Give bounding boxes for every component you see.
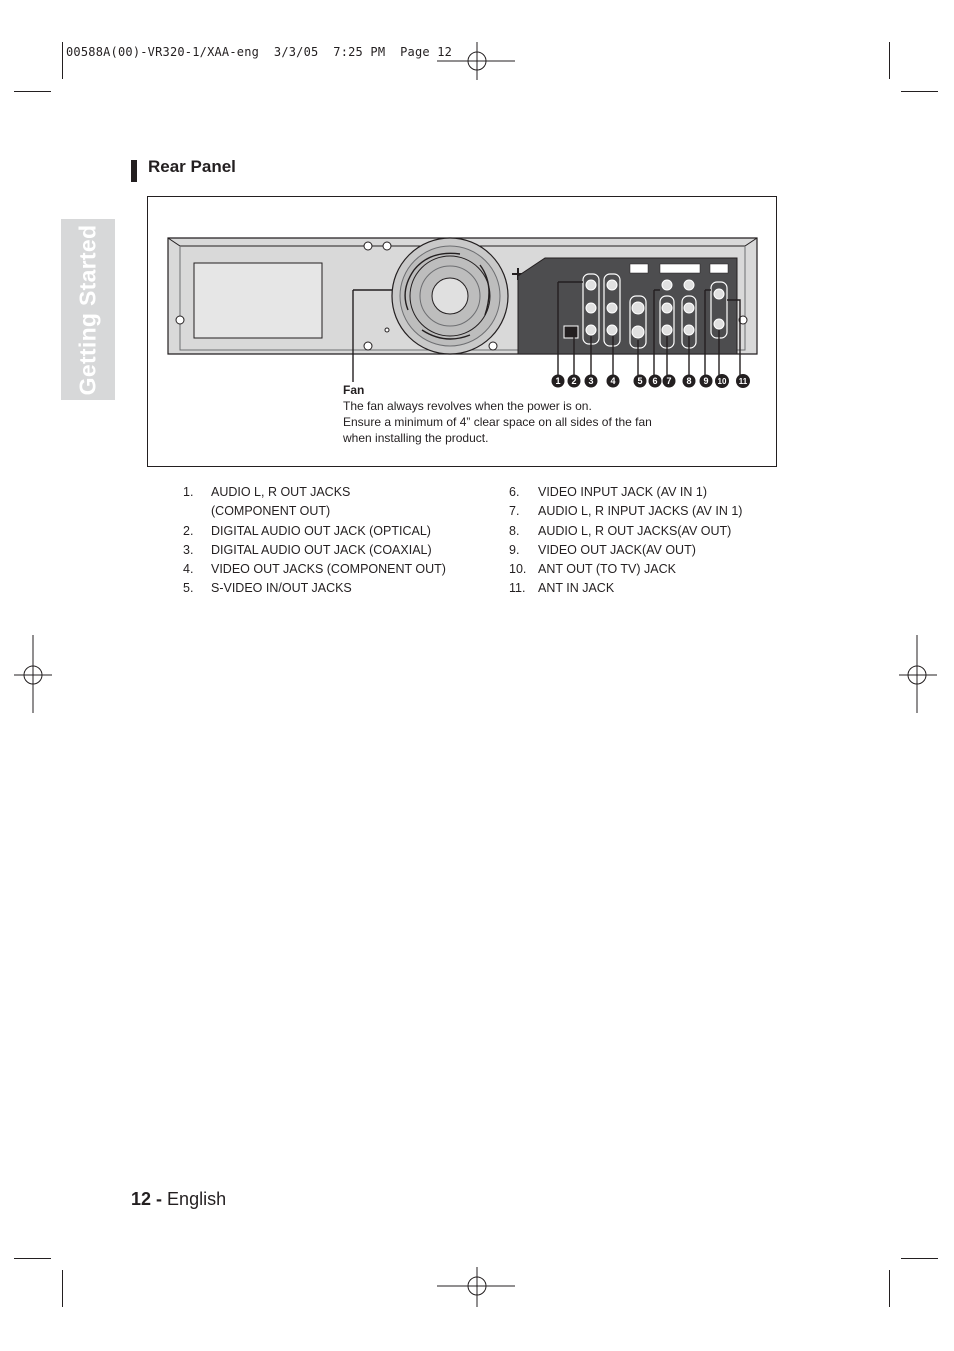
list-item <box>509 579 742 598</box>
list-item-number: 3. <box>183 542 194 557</box>
list-item-number: 2. <box>183 523 194 538</box>
list-item <box>509 560 742 579</box>
list-item <box>509 522 742 541</box>
crop-mark <box>889 1270 890 1307</box>
side-tab-label: Getting Started <box>74 224 101 395</box>
section-title: Rear Panel <box>148 157 236 176</box>
svg-text:9: 9 <box>703 376 709 386</box>
page-footer <box>131 1189 226 1210</box>
rear-panel-illustration <box>160 230 765 395</box>
list-item-number: 8. <box>509 523 520 538</box>
list-item-text: VIDEO INPUT JACK (AV IN 1) <box>538 485 708 499</box>
registration-mark <box>14 635 54 715</box>
callout-10 <box>715 374 729 388</box>
list-item-text: DIGITAL AUDIO OUT JACK (OPTICAL) <box>211 523 431 538</box>
list-item-text: ANT OUT (TO TV) JACK <box>538 562 676 577</box>
callout-11 <box>736 374 750 388</box>
crop-mark <box>901 91 938 92</box>
fan-caption <box>343 382 683 446</box>
svg-text:11: 11 <box>738 377 748 386</box>
list-item-text: VIDEO OUT JACK(AV OUT) <box>538 542 696 557</box>
list-item-text: AUDIO L, R OUT JACKS(AV OUT) <box>538 523 732 538</box>
crop-mark <box>14 1258 51 1259</box>
svg-text:7: 7 <box>666 376 672 386</box>
list-item <box>183 522 446 541</box>
list-item-number: 7. <box>509 504 520 519</box>
svg-text:3: 3 <box>588 376 594 386</box>
list-item <box>183 560 446 579</box>
crop-mark <box>62 42 63 79</box>
list-item-number: 10. <box>509 562 527 577</box>
list-item-text: ANT IN JACK <box>538 581 615 596</box>
list-item-number: 5. <box>183 581 194 596</box>
list-item <box>183 541 446 560</box>
crop-mark <box>889 42 890 79</box>
jack-list-left <box>183 483 446 599</box>
crop-mark <box>62 1270 63 1307</box>
page-number: 12 - <box>131 1189 163 1209</box>
fan-caption-line: The fan always revolves when the power is on. <box>343 399 592 413</box>
crop-mark <box>14 91 51 92</box>
list-item-text: DIGITAL AUDIO OUT JACK (COAXIAL) <box>211 542 432 557</box>
svg-text:6: 6 <box>652 376 658 386</box>
list-item-number: 6. <box>509 485 520 499</box>
list-item <box>509 483 742 502</box>
crop-mark <box>901 1258 938 1259</box>
callout-9 <box>700 375 713 388</box>
fan-caption-line: Ensure a minimum of 4” clear space on all sides of the fan <box>343 415 652 429</box>
registration-mark <box>437 42 517 82</box>
list-item-number: 1. <box>183 485 194 499</box>
registration-mark <box>437 1267 517 1307</box>
print-header: 00588A(00)-VR320-1/XAA-eng 3/3/05 7:25 PM Page 12 <box>66 45 453 59</box>
fan-caption-title: Fan <box>343 383 365 397</box>
svg-text:5: 5 <box>637 376 643 386</box>
list-item-text: AUDIO L, R INPUT JACKS (AV IN 1) <box>538 504 743 519</box>
list-item-text: (COMPONENT OUT) <box>211 504 331 519</box>
fan-caption-line: when installing the product. <box>343 431 489 445</box>
side-tab <box>61 219 115 400</box>
list-item-text: VIDEO OUT JACKS (COMPONENT OUT) <box>211 562 446 577</box>
list-item-number: 11. <box>509 581 526 596</box>
svg-text:1: 1 <box>555 376 561 386</box>
list-item-text: S-VIDEO IN/OUT JACKS <box>211 581 352 596</box>
svg-text:8: 8 <box>686 376 692 386</box>
section-bar <box>131 160 137 182</box>
registration-mark <box>899 635 939 715</box>
svg-text:10: 10 <box>717 377 727 386</box>
list-item-text: AUDIO L, R OUT JACKS <box>211 485 351 499</box>
callout-8 <box>683 375 696 388</box>
svg-text:2: 2 <box>571 376 577 386</box>
svg-text:4: 4 <box>610 376 616 386</box>
footer-language: English <box>167 1189 227 1209</box>
list-item <box>183 579 446 598</box>
list-item <box>183 483 446 522</box>
jack-list-right <box>509 483 742 599</box>
list-item-number: 4. <box>183 562 194 577</box>
list-item <box>509 541 742 560</box>
list-item-number: 9. <box>509 542 520 557</box>
list-item <box>509 502 742 521</box>
